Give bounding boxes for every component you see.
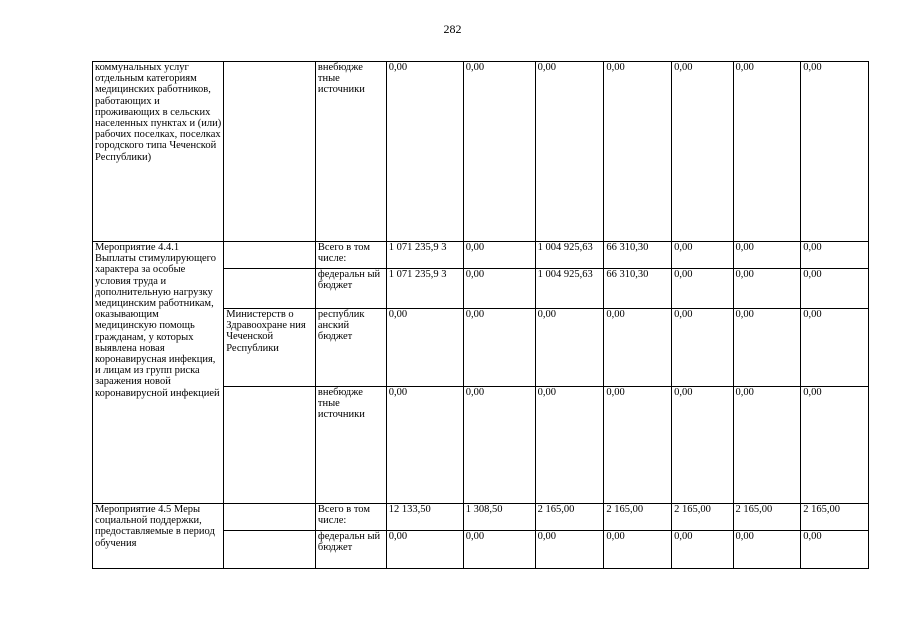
page-number: 282	[443, 22, 462, 36]
value-cell: 1 004 925,63	[535, 242, 604, 269]
value-cell: 66 310,30	[604, 242, 672, 269]
value-cell: 0,00	[801, 269, 869, 309]
value-cell: 2 165,00	[672, 504, 733, 531]
value-cell: 0,00	[386, 387, 463, 504]
value-cell: 0,00	[672, 531, 733, 569]
source-cell: федеральн ый бюджет	[315, 269, 386, 309]
source-cell: внебюдже тные источники	[315, 387, 386, 504]
value-cell: 0,00	[463, 309, 535, 387]
source-cell: внебюдже тные источники	[315, 62, 386, 242]
value-cell: 0,00	[801, 531, 869, 569]
source-cell: республик анский бюджет	[315, 309, 386, 387]
value-cell: 1 308,50	[463, 504, 535, 531]
event-cell: коммунальных услуг отдельным категориям медицинских работников, работающих и проживающих в сельских населенных пунктах и (или) рабочих поселках, поселках городского типа Чеченской Республики)	[93, 62, 224, 242]
value-cell: 2 165,00	[733, 504, 801, 531]
value-cell: 2 165,00	[604, 504, 672, 531]
value-cell: 0,00	[535, 387, 604, 504]
value-cell: 0,00	[604, 309, 672, 387]
value-cell: 0,00	[535, 62, 604, 242]
table-row	[93, 62, 869, 242]
source-cell: Всего в том числе:	[315, 242, 386, 269]
table-row	[93, 242, 869, 269]
value-cell: 0,00	[535, 309, 604, 387]
value-cell: 0,00	[733, 62, 801, 242]
value-cell: 12 133,50	[386, 504, 463, 531]
value-cell: 0,00	[604, 62, 672, 242]
executor-cell	[224, 242, 316, 269]
value-cell: 1 071 235,9 3	[386, 269, 463, 309]
value-cell: 0,00	[672, 269, 733, 309]
value-cell: 0,00	[672, 242, 733, 269]
value-cell: 0,00	[733, 531, 801, 569]
value-cell: 0,00	[463, 62, 535, 242]
event-cell: Мероприятие 4.4.1 Выплаты стимулирующего характера за особые условия труда и дополнительную нагрузку медицинским работникам, оказывающим медицинскую помощь гражданам, у которых выявлена новая коронавирусная инфекция, и лицам из групп риска заражения новой коронавирусной инфекцией	[93, 242, 224, 504]
value-cell: 2 165,00	[801, 504, 869, 531]
value-cell: 1 071 235,9 3	[386, 242, 463, 269]
value-cell: 0,00	[463, 269, 535, 309]
value-cell: 0,00	[672, 309, 733, 387]
value-cell: 0,00	[463, 242, 535, 269]
value-cell: 0,00	[801, 309, 869, 387]
budget-table	[92, 61, 869, 569]
value-cell: 0,00	[801, 62, 869, 242]
value-cell: 0,00	[672, 62, 733, 242]
value-cell: 0,00	[604, 531, 672, 569]
value-cell: 0,00	[463, 531, 535, 569]
value-cell: 0,00	[604, 387, 672, 504]
executor-cell: Министерств о Здравоохране ния Чеченской Республики	[224, 309, 316, 387]
value-cell: 0,00	[801, 242, 869, 269]
value-cell: 0,00	[801, 387, 869, 504]
source-cell: федеральн ый бюджет	[315, 531, 386, 569]
executor-cell	[224, 387, 316, 504]
value-cell: 0,00	[463, 387, 535, 504]
value-cell: 0,00	[386, 309, 463, 387]
value-cell: 0,00	[733, 387, 801, 504]
value-cell: 0,00	[733, 242, 801, 269]
executor-cell	[224, 504, 316, 531]
executor-cell	[224, 269, 316, 309]
value-cell: 0,00	[672, 387, 733, 504]
source-cell: Всего в том числе:	[315, 504, 386, 531]
value-cell: 0,00	[733, 269, 801, 309]
value-cell: 0,00	[733, 309, 801, 387]
value-cell: 66 310,30	[604, 269, 672, 309]
event-cell: Мероприятие 4.5 Меры социальной поддержки, предоставляемые в период обучения	[93, 504, 224, 569]
value-cell: 0,00	[386, 531, 463, 569]
value-cell: 1 004 925,63	[535, 269, 604, 309]
value-cell: 2 165,00	[535, 504, 604, 531]
table-row	[93, 504, 869, 531]
executor-cell	[224, 62, 316, 242]
value-cell: 0,00	[535, 531, 604, 569]
executor-cell	[224, 531, 316, 569]
value-cell: 0,00	[386, 62, 463, 242]
